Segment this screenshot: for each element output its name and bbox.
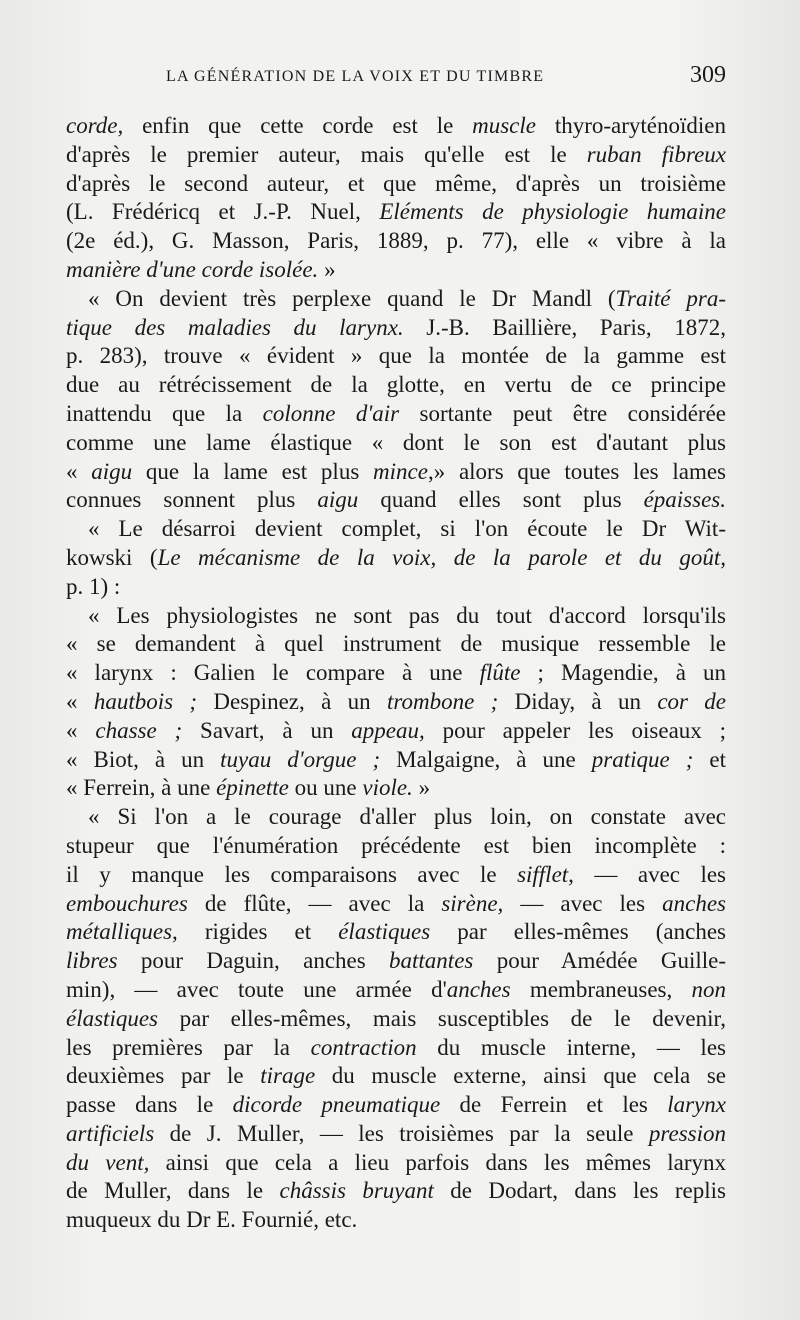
italic-span: du vent, (66, 1149, 150, 1175)
italic-span: mince (373, 458, 428, 484)
text-span: « larynx : Galien le compare à une (66, 660, 480, 686)
text-span: de Ferrein et les (440, 1092, 668, 1118)
text-span: du muscle interne, — les (416, 1034, 726, 1060)
text-line (66, 544, 726, 573)
italic-span: élastiques (338, 919, 431, 945)
italic-span: non (691, 976, 726, 1002)
text-line (66, 947, 726, 976)
italic-span: embouchures (66, 890, 188, 916)
text-line (66, 486, 726, 515)
text-span: — avec les (503, 890, 663, 916)
italic-span: aigu (317, 487, 359, 513)
text-line (66, 717, 726, 746)
text-span: il y manque les comparaisons avec le (66, 861, 518, 887)
text-span: les premières par la (66, 1034, 311, 1060)
italic-span: pratique ; (591, 746, 694, 772)
text-span: kowski ( (66, 544, 158, 570)
text-line (66, 1034, 726, 1063)
text-span: ainsi que cela a lieu parfois dans les mêmes larynx (149, 1149, 726, 1175)
text-span: d'après le second auteur, et que même, d'après un troisième (66, 170, 726, 196)
italic-span: élastiques (66, 1005, 158, 1031)
text-line (66, 256, 726, 285)
text-line (66, 285, 726, 314)
text-line (66, 1120, 726, 1149)
text-line (66, 688, 726, 717)
text-span: pour Daguin, anches (117, 948, 390, 974)
italic-span: artificiels (66, 1120, 155, 1146)
text-span: Despinez, à un (197, 688, 387, 714)
italic-span: trombone ; (386, 688, 499, 714)
text-line (66, 371, 726, 400)
text-span: et (693, 746, 726, 772)
text-line (66, 1206, 726, 1235)
text-line (66, 1062, 726, 1091)
text-span: « Les physiologistes ne sont pas du tout d'accord lorsqu'ils (88, 602, 726, 628)
italic-span: châssis bruyant (279, 1178, 434, 1204)
text-span: p. 283), trouve « évident » que la montée de la gamme est (66, 343, 726, 369)
running-title: LA GÉNÉRATION DE LA VOIX ET DU TIMBRE (166, 68, 545, 85)
italic-span: flûte (479, 660, 521, 686)
text-line (66, 1149, 726, 1178)
text-span: enfin que cette corde est le (123, 113, 473, 138)
italic-span: hautbois ; (93, 688, 198, 714)
text-span: « Biot, à un (66, 746, 221, 772)
italic-span: larynx (667, 1092, 726, 1118)
text-span: « Le désarroi devient complet, si l'on écoute le Dr Wit- (88, 516, 726, 542)
italic-span: Traité pra- (615, 285, 726, 311)
text-line (66, 746, 726, 775)
text-span: inattendu que la (66, 400, 263, 426)
page-header (66, 60, 726, 100)
italic-span: chasse ; (95, 717, 183, 743)
italic-span: viole. (362, 775, 413, 801)
text-span: du muscle externe, ainsi que cela se (315, 1063, 726, 1089)
italic-span: manière d'une corde isolée. (66, 256, 319, 282)
italic-span: colonne d'air (262, 400, 400, 426)
text-line (66, 832, 726, 861)
text-span: de flûte, — avec la (187, 890, 442, 916)
italic-span: muscle (472, 113, 536, 138)
text-line (66, 774, 726, 803)
italic-span: battantes (389, 948, 474, 974)
text-span: thyro-aryténoïdien (536, 113, 726, 138)
text-span: rigides et (177, 919, 339, 945)
text-span: d'après le premier auteur, mais qu'elle est le (66, 141, 587, 167)
text-span: due au rétrécissement de la glotte, en vertu de ce principe (66, 372, 726, 398)
italic-span: métalliques, (66, 919, 178, 945)
italic-span: corde, (66, 113, 124, 138)
text-line (66, 170, 726, 199)
text-line (66, 1091, 726, 1120)
text-span: stupeur que l'énumération précédente est bien incomplète : (66, 832, 726, 858)
text-line (66, 112, 726, 141)
text-line (66, 400, 726, 429)
text-span: (2e éd.), G. Masson, Paris, 1889, p. 77), elle « vibre à la (66, 228, 726, 254)
text-line (66, 861, 726, 890)
text-span: Diday, à un (498, 688, 658, 714)
italic-span: appeau, (351, 717, 425, 743)
text-line (66, 1005, 726, 1034)
text-span: que la lame est plus (132, 458, 374, 484)
text-span: deuxièmes par le (66, 1063, 261, 1089)
italic-span: tique des maladies du larynx. (66, 314, 404, 340)
text-span: » (318, 256, 336, 282)
italic-span: épaisses. (643, 487, 726, 513)
text-span: muqueux du Dr E. Fournié, etc. (66, 1207, 358, 1233)
italic-span: tuyau d'orgue ; (220, 746, 381, 772)
text-span: par elles-mêmes (anches (430, 919, 726, 945)
text-span: quand elles sont plus (358, 487, 644, 513)
text-line (66, 227, 726, 256)
italic-span: dicorde pneumatique (232, 1092, 441, 1118)
text-span: « On devient très perplexe quand le Dr Mandl ( (88, 285, 616, 311)
text-span: passe dans le (66, 1092, 233, 1118)
italic-span: sifflet, (517, 861, 574, 887)
text-span: « se demandent à quel instrument de musique ressemble le (66, 631, 726, 657)
italic-span: pression (648, 1120, 726, 1146)
text-span: » (412, 775, 431, 801)
italic-span: anches (446, 976, 511, 1002)
italic-span: Eléments de physiologie humaine (379, 199, 726, 225)
italic-span: sirène, (441, 890, 504, 916)
text-line (66, 429, 726, 458)
text-span: « Ferrein, à une (66, 775, 217, 801)
text-span: « (66, 717, 96, 743)
text-span: pour appeler les oiseaux ; (424, 717, 727, 743)
italic-span: libres (66, 948, 118, 974)
italic-span: cor de (657, 688, 727, 714)
text-span: (L. Frédéricq et J.-P. Nuel, (66, 199, 380, 225)
text-line (66, 976, 726, 1005)
text-span: min), — avec toute une armée d' (66, 976, 447, 1002)
text-span: pour Amédée Guille- (473, 948, 726, 974)
text-span: Savart, à un (182, 717, 352, 743)
text-span: — avec les (573, 861, 726, 887)
text-line (66, 1177, 726, 1206)
text-line (66, 602, 726, 631)
text-span: de J. Muller, — les troisièmes par la seule (154, 1120, 649, 1146)
text-span: membraneuses, (510, 976, 692, 1002)
text-line (66, 803, 726, 832)
text-span: ou une (288, 775, 363, 801)
text-line (66, 342, 726, 371)
text-span: de Dodart, dans les replis (433, 1178, 727, 1204)
italic-span: anches (662, 890, 726, 916)
body-text (66, 112, 726, 1235)
text-line (66, 630, 726, 659)
italic-span: aigu (91, 458, 133, 484)
text-line (66, 573, 726, 602)
text-line (66, 515, 726, 544)
text-span: connues sonnent plus (66, 487, 318, 513)
text-line (66, 141, 726, 170)
text-span: J.-B. Baillière, Paris, 1872, (403, 314, 726, 340)
text-line (66, 890, 726, 919)
italic-span: Le mécanisme de la voix, de la parole et du goût, (157, 544, 726, 570)
text-span: « (66, 688, 94, 714)
text-line (66, 198, 726, 227)
text-span: « (66, 458, 92, 484)
text-span: sortante peut être considérée (399, 400, 726, 426)
text-line (66, 458, 726, 487)
text-line (66, 659, 726, 688)
italic-span: ruban fibreux (586, 141, 726, 167)
text-line (66, 314, 726, 343)
text-line (66, 918, 726, 947)
italic-span: contraction (310, 1034, 417, 1060)
text-span: ; Magendie, à un (520, 660, 726, 686)
text-span: ,» alors que toutes les lames (427, 458, 726, 484)
italic-span: tirage (260, 1063, 316, 1089)
text-span: p. 1) : (66, 573, 121, 599)
text-span: par elles-mêmes, mais susceptibles de le devenir, (158, 1005, 726, 1031)
italic-span: épinette (216, 775, 289, 801)
text-span: Malgaigne, à une (380, 746, 592, 772)
text-span: comme une lame élastique « dont le son est d'autant plus (66, 429, 726, 455)
text-span: de Muller, dans le (66, 1178, 280, 1204)
text-span: « Si l'on a le courage d'aller plus loin, on constate avec (88, 804, 726, 830)
page-number: 309 (690, 62, 726, 88)
